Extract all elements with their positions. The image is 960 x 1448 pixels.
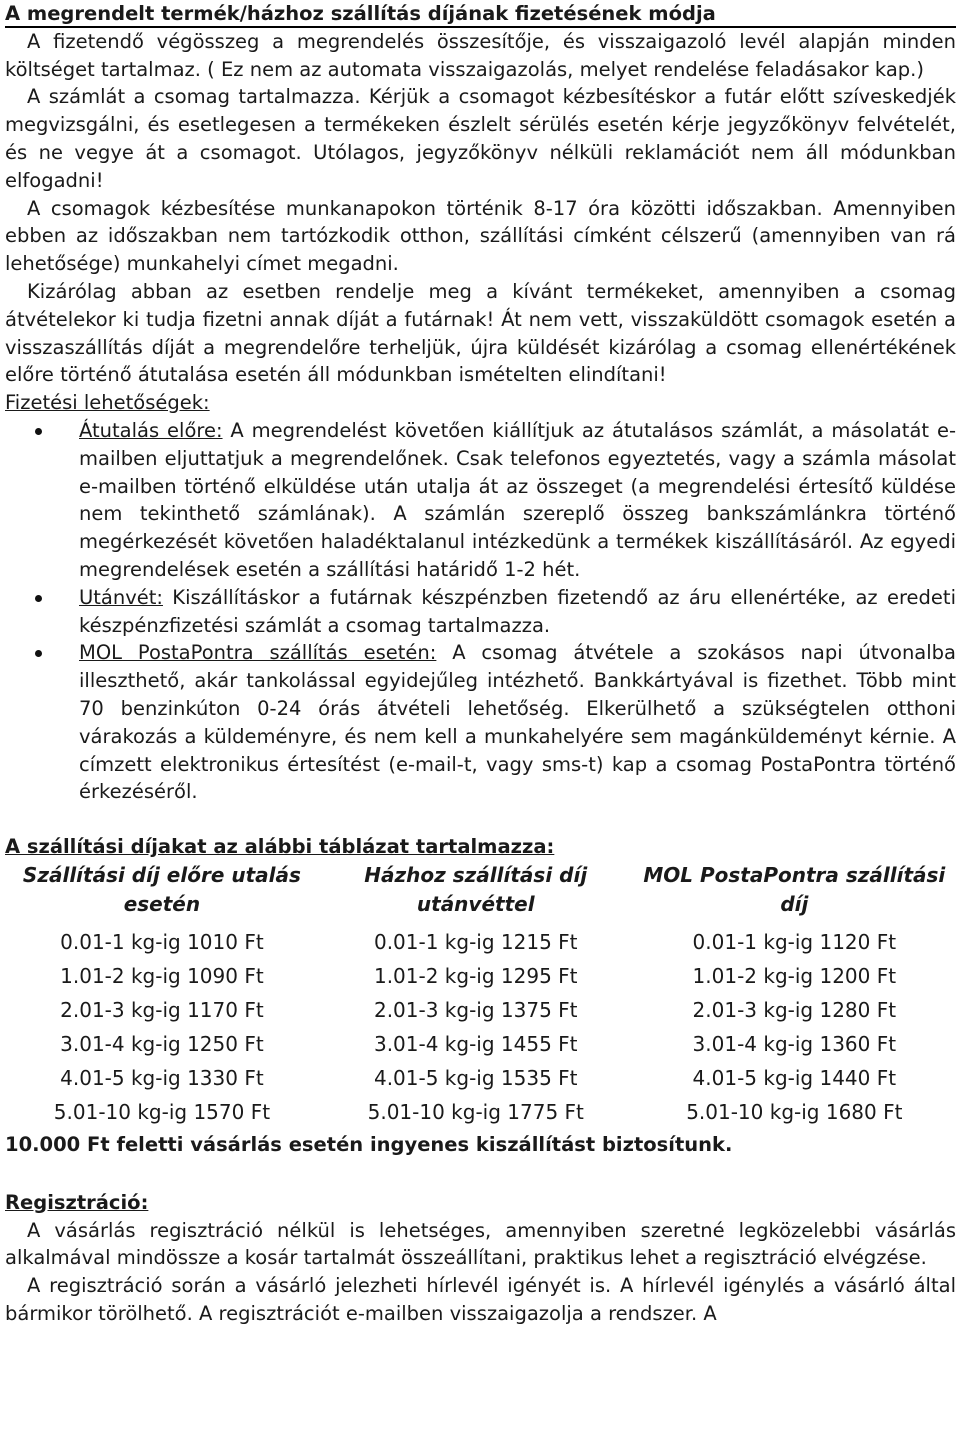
paragraph-delivery-hours: A csomagok kézbesítése munkanapokon történik 8-17 óra közötti időszakban. Amennyiben ebben az időszakban nem tartózkodik otthon, szállítási címként célszerű (amennyiben van rá lehetősége) munkahelyi címet megadni. [5,196,956,276]
column-header-postapont: MOL PostaPontra szállítási díj [643,862,946,916]
table-cell: 3.01-4 kg-ig 1250 Ft [60,1031,264,1056]
paragraph-invoice-inspection: A számlát a csomag tartalmazza. Kérjük a csomagot kézbesítéskor a futár előtt szíveskedjék megvizsgálni, és esetlegesen a termékeken észlelt sérülés esetén kérje jegyzőkönyv felvételét, és ne vegye át a csomagot. Utólagos, jegyzőkönyv nélküli reklamációt nem áll módunkban elfogadni! [5,85,956,192]
bullet-icon [35,650,42,657]
table-row [5,1095,956,1129]
table-row [5,1027,956,1061]
free-shipping-note: 10.000 Ft feletti vásárlás esetén ingyenes kiszállítást biztosítunk. [5,1132,733,1156]
table-cell: 0.01-1 kg-ig 1120 Ft [692,929,897,954]
table-cell: 0.01-1 kg-ig 1010 Ft [60,929,264,954]
payment-option-postapont [5,639,956,806]
table-cell: 2.01-3 kg-ig 1170 Ft [60,997,264,1022]
bullet-icon [35,595,42,602]
payment-option-label: MOL PostaPontra szállítás esetén: [79,641,437,665]
table-cell: 4.01-5 kg-ig 1535 Ft [373,1065,578,1090]
shipping-rates-table [5,861,956,1129]
table-header-row [5,861,956,925]
payment-option-transfer [5,417,956,584]
section-title: A megrendelt termék/házhoz szállítás díjának fizetésének módja [5,0,956,28]
table-row [5,959,956,993]
payment-option-text: A csomag átvétele a szokásos napi útvonalba illeszthető, akár tankolással egyidejűleg intézhető. Bankkártyával is fizethet. Több mint 70 benzinkúton 0-24 órás átvételi lehetőség. Elkerülhető a szükségtelen otthoni várakozás a küldeményre, és nem kell a munkahelyére sem magánküldeményt kérnie. A címzett elektronikus értesítést (e-mail-t, vagy sms-t) kap a csomag PostaPontra történő érkezéséről. [79,641,957,804]
payment-option-label: Átutalás előre: [79,418,223,442]
table-cell: 1.01-2 kg-ig 1295 Ft [373,963,578,988]
table-row [5,925,956,959]
table-cell: 5.01-10 kg-ig 1570 Ft [53,1099,271,1124]
table-cell: 1.01-2 kg-ig 1090 Ft [60,963,264,988]
table-cell: 2.01-3 kg-ig 1375 Ft [373,997,578,1022]
table-row [5,1061,956,1095]
shipping-rates-heading: A szállítási díjakat az alábbi táblázat tartalmazza: [5,835,555,859]
registration-heading: Regisztráció: [5,1190,149,1214]
payment-options-list [5,417,956,806]
registration-paragraph: A vásárlás regisztráció nélkül is lehetséges, amennyiben szeretné legközelebbi vásárlás alkalmával mindössze a kosár tartalmát összeállítani, praktikus lehet a regisztráció elvégzése. [5,1218,956,1270]
bullet-icon [35,428,42,435]
registration-newsletter-paragraph: A regisztráció során a vásárló jelezheti hírlevél igényét is. A hírlevél igénylés a vásárló által bármikor törölhető. A regisztrációt e-mailben visszaigazolja a rendszer. A [5,1274,956,1325]
paragraph-total-amount: A fizetendő végösszeg a megrendelés összesítője, és visszaigazoló levél alapján minden költséget tartalmaz. ( Ez nem az automata visszaigazolás, melyet rendelése feladásakor kap.) [5,29,956,81]
table-cell: 0.01-1 kg-ig 1215 Ft [373,929,578,954]
payment-option-text: Kiszállításkor a futárnak készpénzben fizetendő az áru ellenértéke, az eredeti készpénzfizetési számlát a csomag tartalmazza. [79,585,956,637]
column-header-prepaid: Szállítási díj előre utalás esetén [22,862,301,916]
table-cell: 4.01-5 kg-ig 1330 Ft [60,1065,264,1090]
table-cell: 1.01-2 kg-ig 1200 Ft [692,963,897,988]
table-cell: 2.01-3 kg-ig 1280 Ft [692,997,897,1022]
table-cell: 4.01-5 kg-ig 1440 Ft [692,1065,897,1090]
table-cell: 3.01-4 kg-ig 1455 Ft [373,1031,578,1056]
payment-option-label: Utánvét: [79,585,163,609]
paragraph-return-policy: Kizárólag abban az esetben rendelje meg a kívánt termékeket, amennyiben a csomag átvételekor ki tudja fizetni annak díját a futárnak! Át nem vett, visszaküldött csomagok esetén a visszaszállítás díját a megrendelőre terheljük, újra küldését kizárólag a csomag ellenértékének előre történő átutalása esetén áll módunkban ismételten elindítani! [5,279,956,387]
document-page [5,0,956,1328]
column-header-cod: Házhoz szállítási díj utánvéttel [364,862,588,916]
payment-options-heading: Fizetési lehetőségek: [5,391,210,415]
table-cell: 5.01-10 kg-ig 1680 Ft [686,1099,903,1124]
payment-option-cod [5,584,956,640]
table-row [5,993,956,1027]
table-cell: 5.01-10 kg-ig 1775 Ft [367,1099,584,1124]
payment-option-text: A megrendelést követően kiállítjuk az átutalásos számlát, a másolatát e-mailben eljuttatjuk a megrendelőnek. Csak telefonos egyeztetés, vagy a számla másolat e-mailben történő elküldése után utalja át az összeget (a megrendelési értesítő küldése nem tekinthető számlának). A számlán szereplő összeg bankszámlánkra történő megérkezését követően haladéktalanul intézkedünk a termékek kiszállításáról. Az egyedi megrendelések esetén a szállítási határidő 1-2 hét. [79,418,956,581]
table-cell: 3.01-4 kg-ig 1360 Ft [692,1031,897,1056]
